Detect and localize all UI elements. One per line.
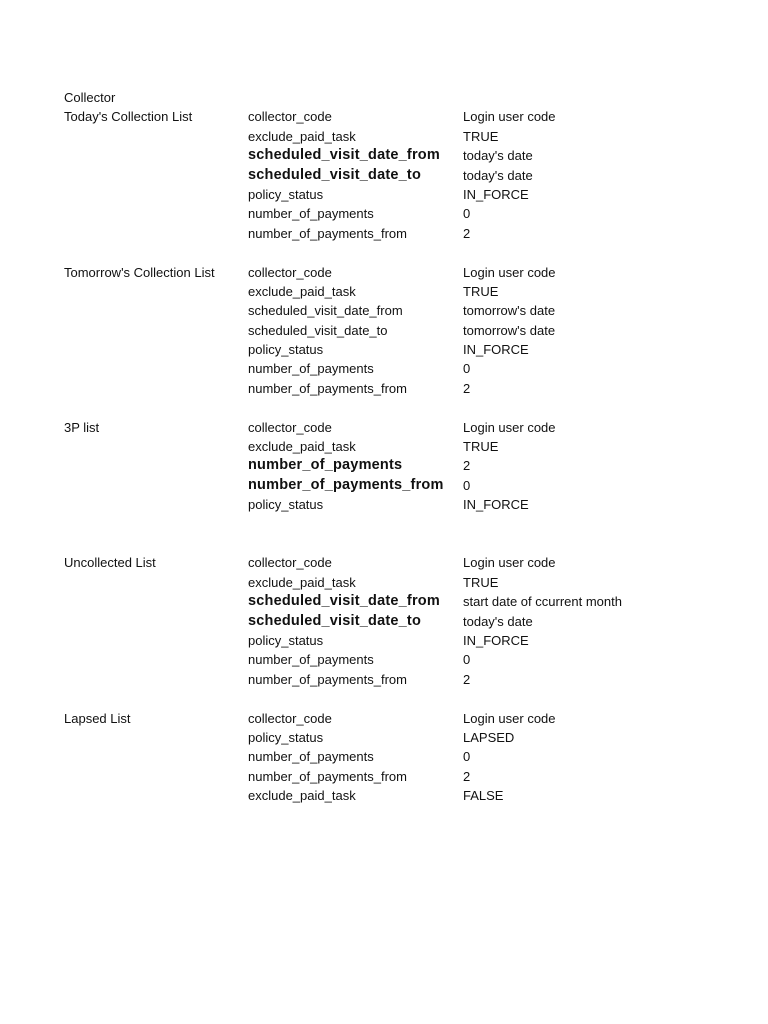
parameter-key: number_of_payments	[248, 361, 374, 377]
parameter-key: number_of_payments	[248, 206, 374, 222]
parameter-value: LAPSED	[463, 729, 515, 745]
parameter-value: 2	[463, 380, 471, 396]
table-row	[64, 127, 754, 146]
parameter-value: IN_FORCE	[463, 186, 529, 202]
table-row	[64, 767, 754, 786]
parameter-value: start date of ccurrent month	[463, 594, 622, 610]
parameter-value: Login user code	[463, 710, 556, 726]
parameter-value: 0	[463, 361, 471, 377]
parameter-key: collector_code	[248, 710, 332, 726]
table-row	[64, 282, 754, 301]
parameter-key: policy_status	[248, 186, 324, 202]
table-row	[64, 476, 754, 495]
section-name: 3P list	[64, 419, 100, 435]
list-section	[64, 709, 754, 806]
parameter-key: exclude_paid_task	[248, 574, 356, 590]
parameter-key: scheduled_visit_date_to	[248, 166, 422, 183]
section-name: Uncollected List	[64, 555, 156, 571]
table-row	[64, 437, 754, 456]
parameter-value: Login user code	[463, 264, 556, 280]
table-row	[64, 631, 754, 650]
blank-row	[64, 515, 754, 554]
parameter-value: 2	[463, 768, 471, 784]
blank-row	[64, 689, 754, 708]
list-section	[64, 263, 754, 399]
table-row	[64, 747, 754, 766]
parameter-value: TRUE	[463, 439, 499, 455]
parameter-key: scheduled_visit_date_from	[248, 593, 440, 610]
table-row	[64, 166, 754, 185]
parameter-key: collector_code	[248, 109, 332, 125]
parameter-value: FALSE	[463, 788, 504, 804]
blank-row	[64, 243, 754, 262]
section-name: Tomorrow's Collection List	[64, 264, 215, 280]
parameter-key: number_of_payments_from	[248, 768, 407, 784]
parameter-value: today's date	[463, 148, 533, 164]
parameter-value: tomorrow's date	[463, 303, 556, 319]
table-row	[64, 301, 754, 320]
table-row	[64, 495, 754, 514]
table-row	[64, 709, 754, 728]
parameter-key: policy_status	[248, 497, 324, 513]
parameter-value: 2	[463, 458, 471, 474]
sheet-title: Collector	[64, 90, 116, 105]
parameter-value: Login user code	[463, 109, 556, 125]
table-row	[64, 670, 754, 689]
parameter-value: 0	[463, 206, 471, 222]
table-row	[64, 456, 754, 475]
parameter-key: policy_status	[248, 342, 324, 358]
table-row	[64, 340, 754, 359]
table-row	[64, 553, 754, 572]
table-row	[64, 728, 754, 747]
section-name: Lapsed List	[64, 710, 131, 726]
parameter-key: scheduled_visit_date_to	[248, 612, 422, 629]
parameter-key: scheduled_visit_date_from	[248, 303, 403, 319]
parameter-value: 2	[463, 225, 471, 241]
parameter-key: number_of_payments	[248, 749, 374, 765]
parameter-key: exclude_paid_task	[248, 788, 356, 804]
list-section	[64, 553, 754, 689]
collection-lists	[64, 107, 754, 805]
parameter-value: IN_FORCE	[463, 342, 529, 358]
parameter-key: number_of_payments_from	[248, 671, 407, 687]
parameter-key: policy_status	[248, 632, 324, 648]
parameter-value: TRUE	[463, 574, 499, 590]
parameter-value: 2	[463, 671, 471, 687]
spreadsheet-page	[64, 88, 754, 805]
parameter-value: Login user code	[463, 555, 556, 571]
parameter-value: IN_FORCE	[463, 632, 529, 648]
parameter-value: today's date	[463, 613, 533, 629]
table-row	[64, 185, 754, 204]
table-row	[64, 592, 754, 611]
parameter-key: exclude_paid_task	[248, 128, 356, 144]
table-row	[64, 359, 754, 378]
parameter-key: scheduled_visit_date_from	[248, 147, 440, 164]
parameter-value: Login user code	[463, 419, 556, 435]
parameter-key: number_of_payments_from	[248, 476, 444, 493]
parameter-key: exclude_paid_task	[248, 439, 356, 455]
parameter-key: number_of_payments_from	[248, 380, 407, 396]
parameter-value: IN_FORCE	[463, 497, 529, 513]
parameter-key: collector_code	[248, 419, 332, 435]
parameter-value: TRUE	[463, 283, 499, 299]
parameter-key: number_of_payments_from	[248, 225, 407, 241]
section-name: Today's Collection List	[64, 109, 193, 125]
parameter-value: today's date	[463, 167, 533, 183]
table-row	[64, 263, 754, 282]
table-row	[64, 418, 754, 437]
blank-row	[64, 398, 754, 417]
table-row	[64, 786, 754, 805]
table-row	[64, 321, 754, 340]
table-row	[64, 573, 754, 592]
list-section	[64, 107, 754, 243]
parameter-value: 0	[463, 652, 471, 668]
table-row	[64, 146, 754, 165]
parameter-key: number_of_payments	[248, 652, 374, 668]
parameter-key: policy_status	[248, 729, 324, 745]
parameter-value: tomorrow's date	[463, 322, 556, 338]
list-section	[64, 418, 754, 515]
table-row	[64, 650, 754, 669]
parameter-key: exclude_paid_task	[248, 283, 356, 299]
parameter-value: TRUE	[463, 128, 499, 144]
table-row	[64, 379, 754, 398]
table-row	[64, 204, 754, 223]
parameter-value: 0	[463, 749, 471, 765]
parameter-key: number_of_payments	[248, 457, 403, 474]
parameter-value: 0	[463, 477, 471, 493]
parameter-key: scheduled_visit_date_to	[248, 322, 388, 338]
parameter-key: collector_code	[248, 555, 332, 571]
table-row	[64, 612, 754, 631]
table-row	[64, 107, 754, 126]
parameter-key: collector_code	[248, 264, 332, 280]
table-row	[64, 224, 754, 243]
